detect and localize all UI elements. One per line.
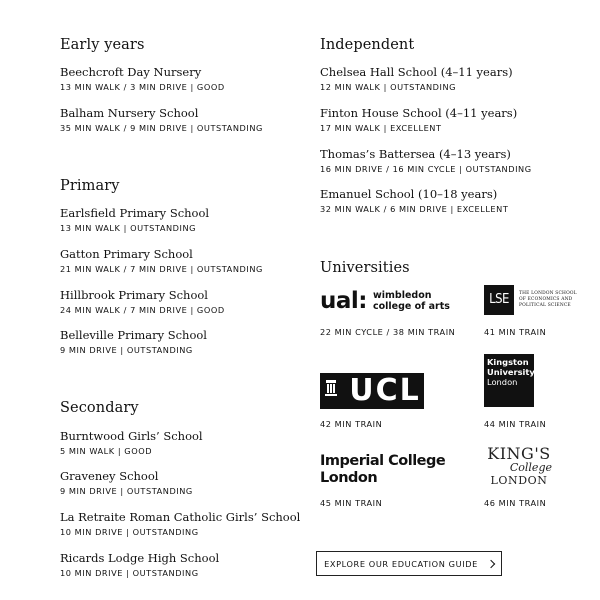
kings-line-3: LONDON [490, 474, 548, 487]
school-meta: 32 MIN WALK / 6 MIN DRIVE | EXCELLENT [320, 204, 509, 214]
school-name: Gatton Primary School [60, 247, 193, 261]
school-name: Balham Nursery School [60, 106, 199, 120]
explore-education-guide-button[interactable] [316, 551, 502, 576]
school-entry [60, 551, 219, 578]
school-meta: 9 MIN DRIVE | OUTSTANDING [60, 486, 193, 496]
early-years-heading: Early years [60, 37, 145, 53]
school-name: Hillbrook Primary School [60, 288, 208, 302]
school-name: Emanuel School (10–18 years) [320, 187, 498, 201]
school-entry [60, 247, 263, 274]
lse-logo [484, 285, 577, 315]
kingston-line-3: London [487, 377, 518, 387]
lse-mark: LSE [484, 285, 514, 315]
school-entry [60, 510, 300, 537]
chevron-right-icon [487, 559, 495, 567]
ual-line-1: wimbledon [372, 290, 432, 301]
explore-education-guide-label: EXPLORE OUR EDUCATION GUIDE [324, 558, 478, 569]
kingston-travel-time: 44 MIN TRAIN [484, 419, 547, 429]
school-name: Earlsfield Primary School [60, 206, 210, 220]
ual-line-2: college of arts [372, 301, 450, 312]
school-meta: 13 MIN WALK | OUTSTANDING [60, 223, 197, 233]
school-entry [60, 288, 225, 315]
kingston-line-1: Kingston [487, 357, 529, 367]
school-name: Chelsea Hall School (4–11 years) [320, 65, 513, 79]
school-meta: 17 MIN WALK | EXCELLENT [320, 123, 442, 133]
school-entry [320, 65, 513, 92]
school-name: Beechcroft Day Nursery [60, 65, 202, 79]
imperial-travel-time: 45 MIN TRAIN [320, 498, 383, 508]
school-entry [60, 469, 193, 496]
universities-heading: Universities [320, 260, 410, 276]
school-entry [320, 106, 517, 133]
school-meta: 10 MIN DRIVE | OUTSTANDING [60, 568, 199, 578]
school-entry [320, 187, 508, 214]
imperial-line-2: London [320, 470, 378, 486]
school-name: Finton House School (4–11 years) [320, 106, 518, 120]
school-entry [320, 147, 532, 174]
school-name: La Retraite Roman Catholic Girls’ School [60, 510, 301, 524]
lse-line-3: POLITICAL SCIENCE [519, 303, 571, 308]
ucl-travel-time: 42 MIN TRAIN [320, 419, 383, 429]
imperial-line-1: Imperial College [320, 453, 446, 469]
kings-travel-time: 46 MIN TRAIN [484, 498, 547, 508]
school-meta: 10 MIN DRIVE | OUTSTANDING [60, 527, 199, 537]
school-entry [60, 206, 209, 233]
kingston-line-2: University [487, 367, 535, 377]
school-name: Thomas’s Battersea (4–13 years) [320, 147, 511, 161]
school-meta: 12 MIN WALK | OUTSTANDING [320, 82, 457, 92]
kings-line-2: College [509, 461, 552, 474]
lse-line-1: THE LONDON SCHOOL [519, 291, 577, 296]
school-meta: 24 MIN WALK / 7 MIN DRIVE | GOOD [60, 305, 225, 315]
school-entry [60, 65, 225, 92]
school-name: Ricards Lodge High School [60, 551, 220, 565]
school-meta: 5 MIN WALK | GOOD [60, 446, 153, 456]
school-name: Belleville Primary School [60, 328, 207, 342]
ucl-logo [320, 373, 424, 409]
school-name: Burntwood Girls’ School [60, 429, 203, 443]
lse-travel-time: 41 MIN TRAIN [484, 327, 547, 337]
school-meta: 21 MIN WALK / 7 MIN DRIVE | OUTSTANDING [60, 264, 263, 274]
school-meta: 35 MIN WALK / 9 MIN DRIVE | OUTSTANDING [60, 123, 263, 133]
school-name: Graveney School [60, 469, 159, 483]
kingston-university-logo [484, 354, 534, 407]
lse-line-2: OF ECONOMICS AND [519, 297, 573, 302]
school-entry [60, 328, 207, 355]
school-meta: 16 MIN DRIVE / 16 MIN CYCLE | OUTSTANDING [320, 164, 532, 174]
kings-college-logo [484, 446, 554, 487]
primary-heading: Primary [60, 178, 120, 194]
ucl-mark: UCL [349, 373, 421, 408]
independent-heading: Independent [320, 37, 415, 53]
school-entry [60, 429, 203, 456]
secondary-heading: Secondary [60, 400, 139, 416]
ual-wimbledon-logo [320, 289, 450, 313]
ual-travel-time: 22 MIN CYCLE / 38 MIN TRAIN [320, 327, 456, 337]
school-meta: 9 MIN DRIVE | OUTSTANDING [60, 345, 193, 355]
school-meta: 13 MIN WALK / 3 MIN DRIVE | GOOD [60, 82, 225, 92]
ual-mark: ual: [320, 288, 367, 314]
imperial-college-logo [320, 453, 445, 487]
kings-line-1: KING'S [487, 444, 551, 463]
ucl-portico-icon [326, 380, 336, 383]
school-entry [60, 106, 263, 133]
